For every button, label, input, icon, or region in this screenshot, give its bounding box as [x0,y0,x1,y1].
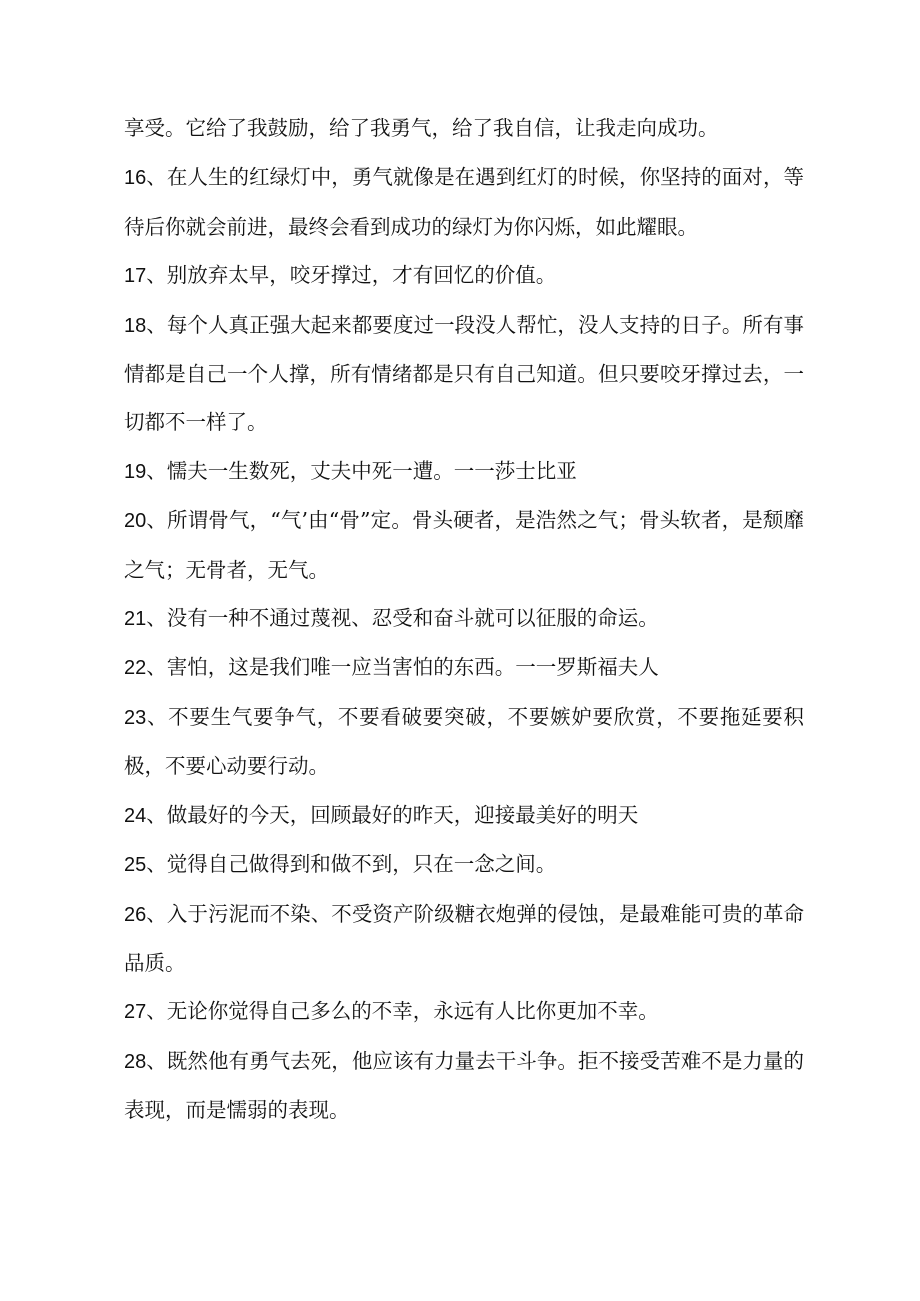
paragraph-text: 、懦夫一生数死，丈夫中死一遭。一一莎士比亚 [146,458,577,483]
quote-item-26 [124,890,804,988]
paragraph-number: 19 [124,460,147,483]
paragraph-number: 17 [124,265,147,288]
paragraph-text: 、不要生气要争气，不要看破要突破，不要嫉妒要欣赏，不要拖延要积极，不要心动要行动。 [124,704,804,779]
paragraph-number: 25 [124,854,147,877]
paragraph-number: 16 [124,167,147,190]
quote-item-28 [124,1037,804,1135]
quote-item-20 [124,496,804,594]
paragraph-text: 、做最好的今天，回顾最好的昨天，迎接最美好的明天 [146,802,639,827]
paragraph-text: 、别放弃太早，咬牙撑过，才有回忆的价值。 [146,263,557,288]
paragraph-text: 、入于污泥而不染、不受资产阶级糖衣炮弹的侵蚀，是最难能可贵的革命品质。 [124,901,804,975]
paragraph-text: 享受。它给了我鼓励，给了我勇气，给了我自信，让我走向成功。 [124,116,719,140]
quote-item-18 [124,301,804,447]
paragraph-text: 、既然他有勇气去死，他应该有力量去干斗争。拒不接受苦难不是力量的表现，而是懦弱的表现。 [124,1048,804,1123]
quote-item-21 [124,594,804,643]
quote-item-25 [124,840,804,889]
paragraph-number: 22 [124,657,147,680]
paragraph-text: 、在人生的红绿灯中，勇气就像是在遇到红灯的时候，你坚持的面对，等待后你就会前进，最终会看到成功的绿灯为你闪烁，如此耀眼。 [124,165,804,239]
paragraph-number: 27 [124,1001,147,1024]
quote-item-22 [124,643,804,692]
quote-item-19 [124,447,804,496]
paragraph-number: 26 [124,903,147,926]
quote-item-27 [124,987,804,1036]
quote-item-24 [124,791,804,840]
paragraph-number: 23 [124,706,147,729]
quote-item-23 [124,693,804,791]
document-body [124,104,804,1135]
paragraph-text: 、每个人真正强大起来都要度过一段没人帮忙，没人支持的日子。所有事情都是自己一个人撑，所有情绪都是只有自己知道。但只要咬牙撑过去，一切都不一样了。 [124,312,804,435]
paragraph-text: 、无论你觉得自己多么的不幸，永远有人比你更加不幸。 [146,999,659,1024]
paragraph-number: 18 [124,314,147,337]
quote-item-16 [124,153,804,251]
paragraph-text: 、所谓骨气，“气’由“骨”定。骨头硬者，是浩然之气；骨头软者，是颓靡之气；无骨者，无气。 [124,508,804,582]
quote-item-17 [124,251,804,300]
paragraph-number: 21 [124,608,147,631]
paragraph-number: 24 [124,804,147,827]
paragraph-number: 20 [124,510,147,533]
paragraph-number: 28 [124,1050,147,1073]
paragraph-text: 、觉得自己做得到和做不到，只在一念之间。 [146,852,557,877]
paragraph-text: 、害怕，这是我们唯一应当害怕的东西。一一罗斯福夫人 [146,655,659,680]
paragraph-text: 、没有一种不通过蔑视、忍受和奋斗就可以征服的命运。 [146,606,659,631]
paragraph-continuation [124,104,804,153]
